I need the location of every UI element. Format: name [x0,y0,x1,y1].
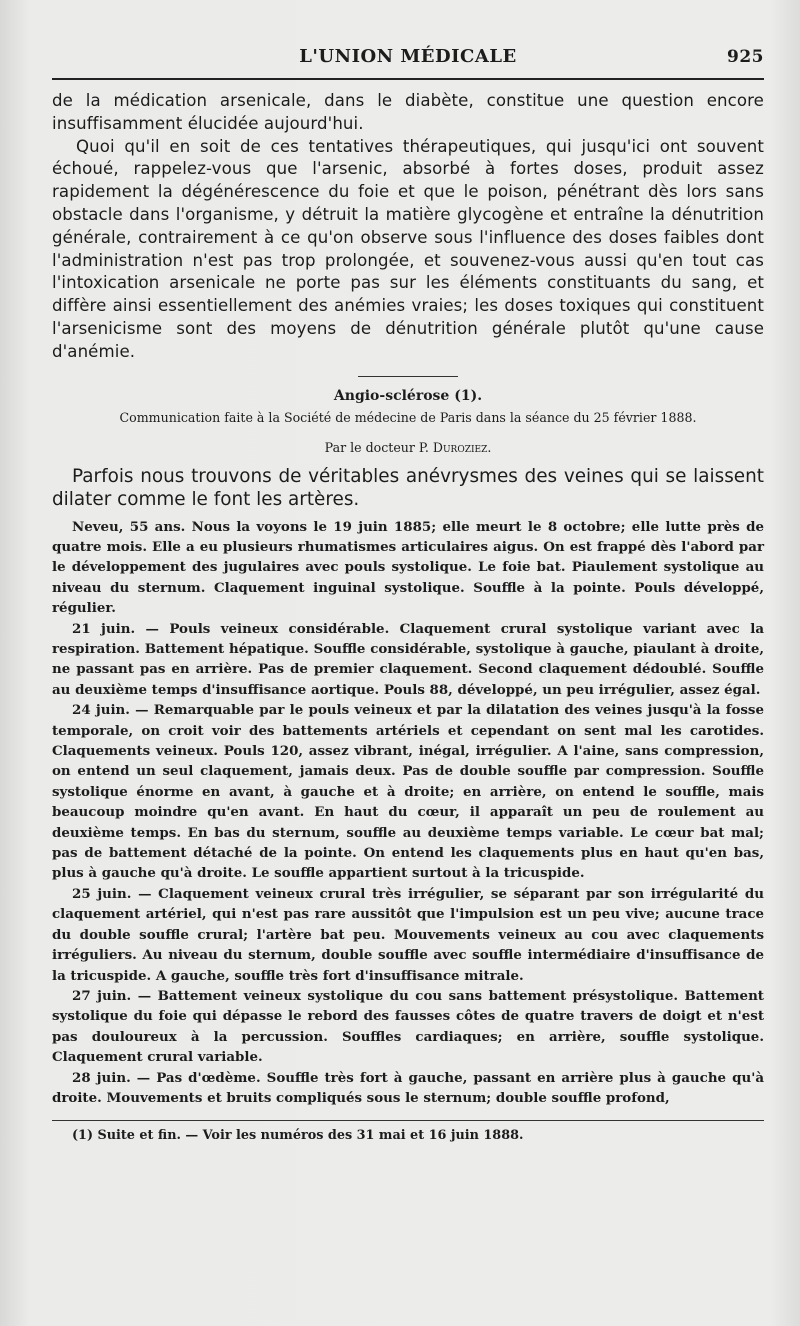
observation-paragraph: 21 juin. — Pouls veineux considérable. Claquement crural systolique variant avec la respiration. Battement hépatique. Souffle considérable, systolique à gauche, piaulant à droite, ne passant pas en arrière. Pas de premier claquement. Second claquement dédoublé. Souffle au deuxième temps d'insuffisance aortique. Pouls 88, développé, un peu irrégulier, assez égal. [52,620,764,698]
header-rule [52,78,764,80]
author-name: Duroziez. [432,439,492,455]
intro-paragraph-1: de la médication arsenicale, dans le diabète, constitue une question encore insuffisamment élucidée aujourd'hui. [52,91,764,133]
lead-paragraph: Parfois nous trouvons de véritables anévrysmes des veines qui se laissent dilater comme le font les artères. [52,465,764,510]
footnote: (1) Suite et fin. — Voir les numéros des 31 mai et 16 juin 1888. [72,1128,524,1144]
intro-paragraph-2: Quoi qu'il en soit de ces tentatives thérapeutiques, qui jusqu'ici ont souvent échoué, rappelez-vous que l'arsenic, absorbé à fortes doses, produit assez rapidement la dégénérescence du foie et que le poison, pénétrant dès lors sans obstacle dans l'organisme, y détruit la matière glycogène et entraîne la dénutrition générale, contrairement à ce qu'on observe sous l'influence des doses faibles dont l'administration n'est pas trop prolongée, et souvenez-vous aussi qu'en tout cas l'intoxication arsenicale ne porte pas sur les éléments constituants du sang, et diffère ainsi essentiellement des anémies vraies; les doses toxiques qui constituent l'arsenicisme sont des moyens de dénutrition générale plutôt qu'une cause d'anémie. [52,136,764,361]
footnote-rule [52,1120,764,1121]
running-head [52,40,764,74]
communication-note: Communication faite à la Société de médecine de Paris dans la séance du 25 février 1888. [119,409,697,425]
observation-paragraph: 27 juin. — Battement veineux systolique du cou sans battement présystolique. Battement systolique du foie qui dépasse le rebord des fausses côtes de quatre travers de doigt et n'est pas douloureux à la percussion. Souffles cardiaques; en arrière, souffle systolique. Claquement crural variable. [52,987,764,1066]
author-prefix: Par le docteur P. [324,439,433,455]
author-line [52,439,764,457]
observation-paragraph: Neveu, 55 ans. Nous la voyons le 19 juin 1885; elle meurt le 8 octobre; elle lutte près de quatre mois. Elle a eu plusieurs rhumatismes articulaires aigus. On est frappé dès l'abord par le développement des jugulaires avec pouls systolique. Le foie bat. Piaulement systolique au niveau du sternum. Claquement inguinal systolique. Souffle à la pointe. Pouls développé, régulier. [52,518,764,617]
intro-text [52,90,764,364]
observation-paragraph: 25 juin. — Claquement veineux crural très irrégulier, se séparant par son irrégularité du claquement artériel, qui n'est pas rare aussitôt que l'impulsion est un peu vive; aucune trace du double souffle crural; l'artère bat peu. Mouvements veineux au cou avec claquements irréguliers. Au niveau du sternum, double souffle avec souffle intermédiaire d'insuffisance de la tricuspide. A gauche, souffle très fort d'insuffisance mitrale. [52,885,764,984]
observation-body [52,517,764,1109]
article-title: Angio-sclérose (1). [333,387,483,404]
observation-paragraph: 28 juin. — Pas d'œdème. Souffle très fort à gauche, passant en arrière plus à gauche qu'à droite. Mouvements et bruits compliqués sous le sternum; double souffle profond, [52,1069,764,1106]
observation-paragraph: 24 juin. — Remarquable par le pouls veineux et par la dilatation des veines jusqu'à la fosse temporale, on croit voir des battements artériels et cependant on sent mal les carotides. Claquements veineux. Pouls 120, assez vibrant, inégal, irrégulier. A l'aine, sans compression, on entend un seul claquement, jamais deux. Pas de double souffle par compression. Souffle systolique énorme en avant, à gauche et à droite; en arrière, on entend le souffle, mais beaucoup moindre qu'en avant. En haut du cœur, il apparaît un peu de roulement au deuxième temps. En bas du sternum, souffle au deuxième temps variable. Le cœur bat mal; pas de battement détaché de la pointe. On entend les claquements plus en haut qu'en bas, plus à gauche qu'à droite. Le souffle appartient surtout à la tricuspide. [52,702,764,882]
page-number: 925 [727,47,764,67]
section-divider [358,376,458,377]
journal-title: L'UNION MÉDICALE [299,46,517,67]
